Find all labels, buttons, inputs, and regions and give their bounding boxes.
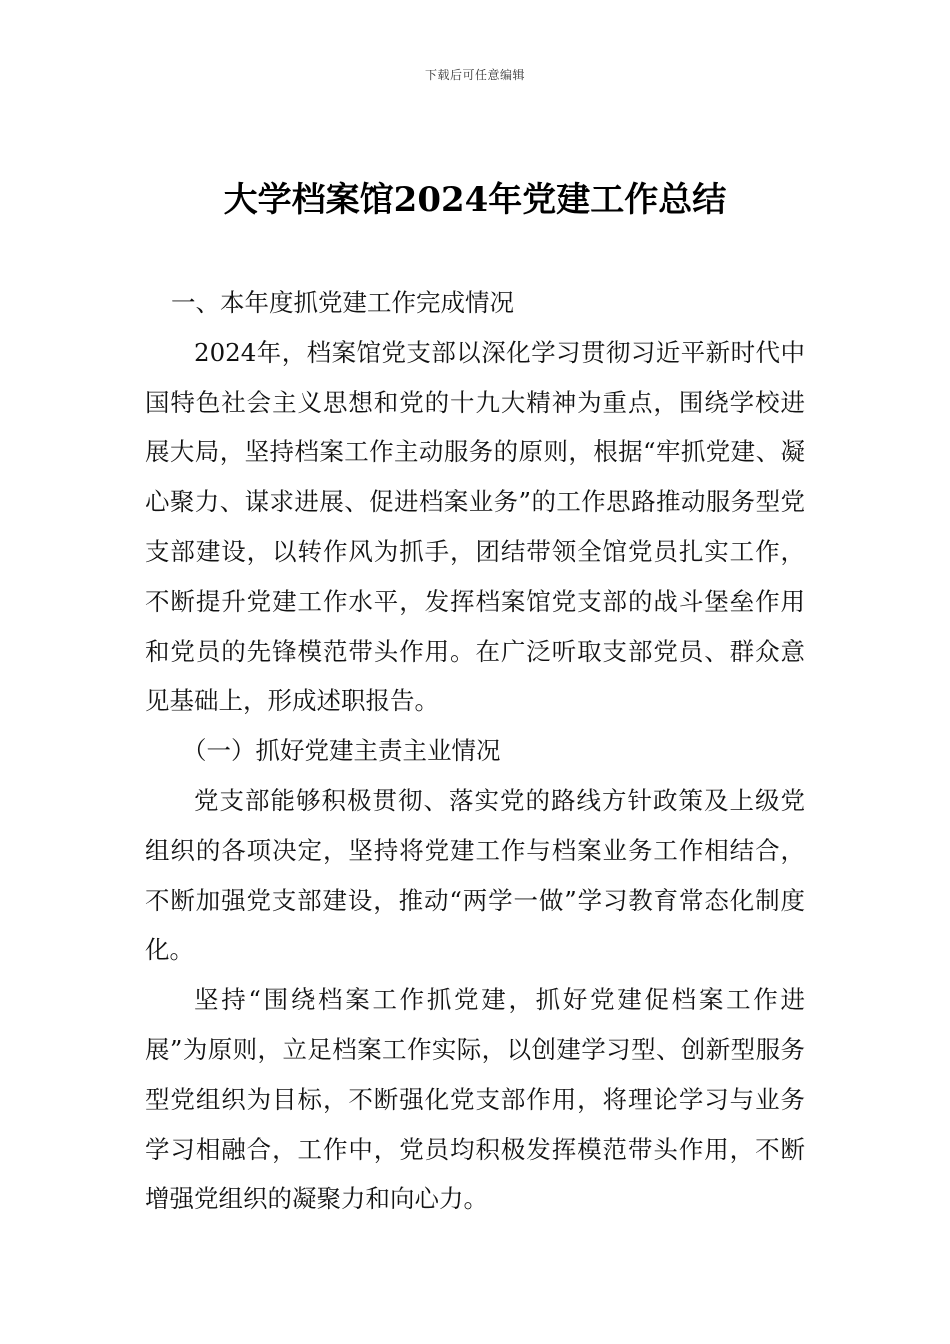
header-note: 下载后可任意编辑 <box>424 68 525 82</box>
paragraph: 坚持“围绕档案工作抓党建，抓好党建促档案工作进展”为原则，立足档案工作实际，以创建学习型、创新型服务型党组织为目标，不断强化党支部作用，将理论学习与业务学习相融合，工作中，党员均积极发挥模范带头作用，不断增强党组织的凝聚力和向心力。 <box>145 985 805 1214</box>
document-body <box>145 278 805 1224</box>
section-heading: 一、本年度抓党建工作完成情况 <box>171 288 514 317</box>
paragraph: 党支部能够积极贯彻、落实党的路线方针政策及上级党组织的各项决定，坚持将党建工作与档案业务工作相结合，不断加强党支部建设，推动“两学一做”学习教育常态化制度化。 <box>145 785 805 965</box>
subsection-heading: （一）抓好党建主责主业情况 <box>182 736 501 766</box>
paragraph: 2024年，档案馆党支部以深化学习贯彻习近平新时代中国特色社会主义思想和党的十九大精神为重点，围绕学校进展大局，坚持档案工作主动服务的原则，根据“牢抓党建、凝心聚力、谋求进展、促进档案业务”的工作思路推动服务型党支部建设，以转作风为抓手，团结带领全馆党员扎实工作，不断提升党建工作水平，发挥档案馆党支部的战斗堡垒作用和党员的先锋模范带头作用。在广泛听取支部党员、群众意见基础上，形成述职报告。 <box>145 337 805 716</box>
document-title: 大学档案馆2024年党建工作总结 <box>223 180 727 220</box>
